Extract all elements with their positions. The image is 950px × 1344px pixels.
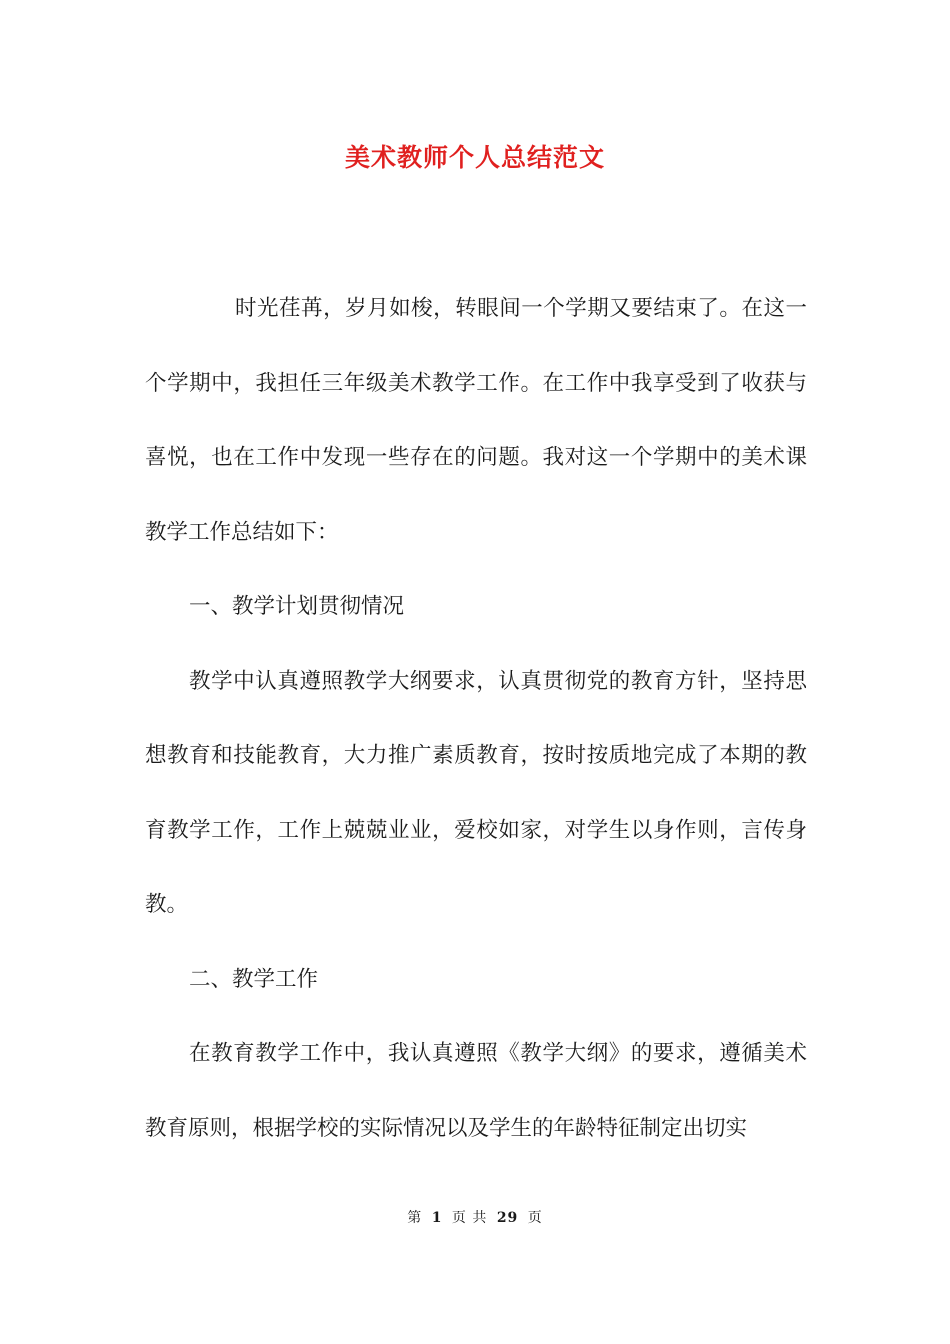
section-heading-2: 二、教学工作 (189, 966, 319, 992)
document-title: 美术教师个人总结范文 (344, 143, 605, 172)
footer-prefix: 第 (407, 1210, 423, 1226)
document-body (145, 272, 807, 1166)
paragraph-2: 在教育教学工作中，我认真遵照《教学大纲》的要求，遵循美术教育原则，根据学校的实际情况以及学生的年龄特征制定出切实 (145, 1041, 807, 1141)
page-footer (0, 1207, 950, 1227)
paragraph-1: 教学中认真遵照教学大纲要求，认真贯彻党的教育方针，坚持思想教育和技能教育，大力推广素质教育，按时按质地完成了本期的教育教学工作，工作上兢兢业业，爱校如家，对学生以身作则，言传身教。 (145, 668, 807, 917)
footer-middle: 页 共 (451, 1210, 488, 1226)
footer-suffix: 页 (527, 1210, 543, 1226)
total-page-count: 29 (496, 1210, 519, 1226)
intro-paragraph: 时光荏苒，岁月如梭，转眼间一个学期又要结束了。在这一个学期中，我担任三年级美术教学工作。在工作中我享受到了收获与喜悦，也在工作中发现一些存在的问题。我对这一个学期中的美术课教学工作总结如下： (145, 296, 807, 545)
current-page-number: 1 (431, 1210, 443, 1226)
section-heading-1: 一、教学计划贯彻情况 (189, 594, 405, 619)
